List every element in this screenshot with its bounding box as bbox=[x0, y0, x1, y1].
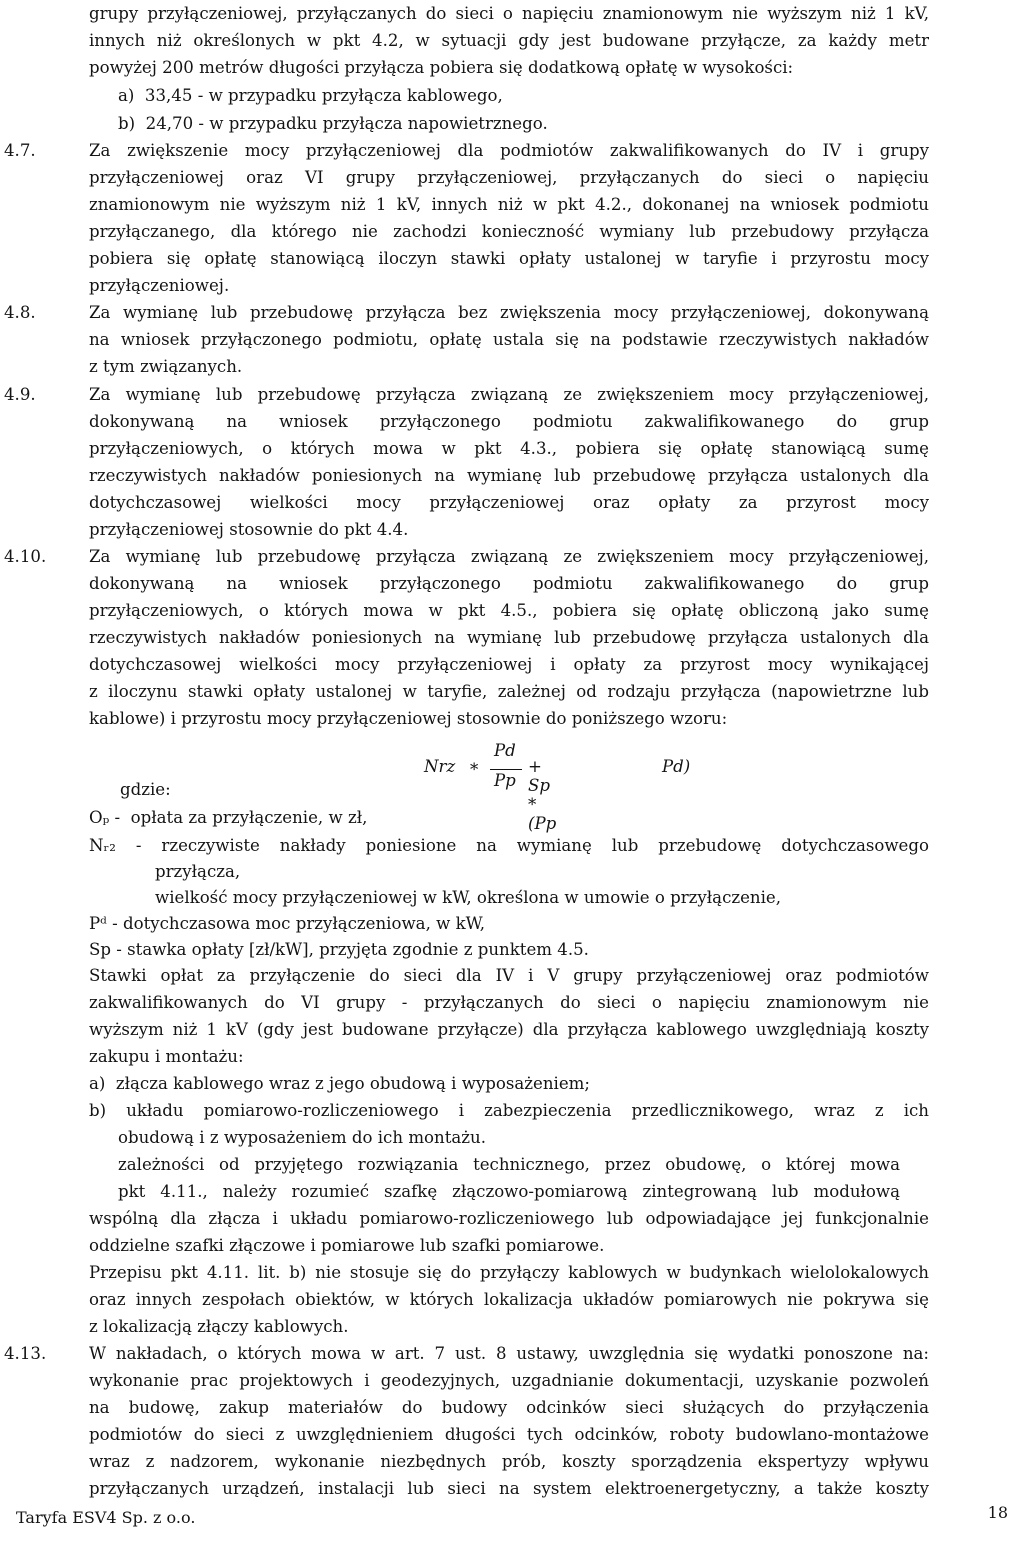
text-line: pobiera się opłatę stanowiącą iloczyn stawki opłaty ustalonej w taryfie i przyrostu mocy bbox=[89, 249, 929, 268]
text-line: Przepisu pkt 4.11. lit. b) nie stosuje się do przyłączy kablowych w budynkach wielolokalowych bbox=[89, 1263, 929, 1282]
text-line: rzeczywistych nakładów poniesionych na wymianę lub przebudowę przyłącza ustalonych dla bbox=[89, 628, 929, 647]
text-line: przyłączeniowej stosownie do pkt 4.4. bbox=[89, 520, 409, 539]
text-line: b) 24,70 - w przypadku przyłącza napowietrznego. bbox=[118, 114, 548, 133]
text-line: Za wymianę lub przebudowę przyłącza związaną ze zwiększeniem mocy przyłączeniowej, bbox=[89, 385, 929, 404]
text-line: powyżej 200 metrów długości przyłącza pobiera się dodatkową opłatę w wysokości: bbox=[89, 58, 794, 77]
text-line: wraz z nadzorem, wykonanie niezbędnych prób, koszty sporządzenia ekspertyzy wpływu bbox=[89, 1452, 929, 1471]
text-line: Nᵣ₂ - rzeczywiste nakłady poniesione na wymianę lub przebudowę dotychczasowego bbox=[89, 836, 929, 855]
text-line: dotychczasowej wielkości mocy przyłączeniowej i opłaty za przyrost mocy wynikającej bbox=[89, 655, 929, 674]
text-line: z lokalizacją złączy kablowych. bbox=[89, 1317, 349, 1336]
text-line: Pᵈ - dotychczasowa moc przyłączeniowa, w kW, bbox=[89, 914, 486, 933]
text-line: wykonanie prac projektowych i geodezyjnych, uzgadnianie dokumentacji, uzyskanie pozwoleń bbox=[89, 1371, 929, 1390]
section-number: 4.9. bbox=[4, 385, 36, 404]
text-line: Stawki opłat za przyłączenie do sieci dla IV i V grupy przyłączeniowej oraz podmiotów bbox=[89, 966, 929, 985]
text-line: Za zwiększenie mocy przyłączeniowej dla podmiotów zakwalifikowanych do IV i grupy bbox=[89, 141, 929, 160]
text-line: dokonywaną na wniosek przyłączonego podmiotu zakwalifikowanego do grup bbox=[89, 412, 929, 431]
text-line: zależności od przyjętego rozwiązania technicznego, przez obudowę, o której mowa bbox=[118, 1155, 900, 1174]
formula-fraction-bar bbox=[490, 769, 522, 770]
text-line: rzeczywistych nakładów poniesionych na wymianę lub przebudowę przyłącza ustalonych dla bbox=[89, 466, 929, 485]
formula-pd-close: Pd) bbox=[662, 757, 691, 776]
text-line: wspólną dla złącza i układu pomiarowo-rozliczeniowego lub odpowiadające jej funkcjonalnie bbox=[89, 1209, 929, 1228]
text-line: grupy przyłączeniowej, przyłączanych do sieci o napięciu znamionowym nie wyższym niż 1 kV, bbox=[89, 4, 929, 23]
section-number: 4.10. bbox=[4, 547, 47, 566]
formula-pp-denominator: Pp bbox=[494, 771, 516, 790]
text-line: przyłączanego, dla którego nie zachodzi konieczność wymiany lub przebudowy przyłącza bbox=[89, 222, 929, 241]
text-line: b) układu pomiarowo-rozliczeniowego i zabezpieczenia przedlicznikowego, wraz z ich bbox=[89, 1101, 929, 1120]
text-line: z tym związanych. bbox=[89, 357, 243, 376]
text-line: a) złącza kablowego wraz z jego obudową i wyposażeniem; bbox=[89, 1074, 590, 1093]
text-line: zakwalifikowanych do VI grupy - przyłączanych do sieci o napięciu znamionowym nie bbox=[89, 993, 929, 1012]
text-line: gdzie: bbox=[120, 780, 171, 799]
text-line: przyłączeniowej. bbox=[89, 276, 230, 295]
section-number: 4.7. bbox=[4, 141, 36, 160]
formula-pd-numerator: Pd bbox=[494, 741, 516, 760]
text-line: W nakładach, o których mowa w art. 7 ust. 8 ustawy, uwzględnia się wydatki ponoszone na: bbox=[89, 1344, 929, 1363]
text-line: z iloczynu stawki opłaty ustalonej w taryfie, zależnej od rodzaju przyłącza (napowietrzne lub bbox=[89, 682, 929, 701]
section-number: 4.8. bbox=[4, 303, 36, 322]
text-line: przyłączeniowych, o których mowa w pkt 4.3., pobiera się opłatę stanowiącą sumę bbox=[89, 439, 929, 458]
text-line: wyższym niż 1 kV (gdy jest budowane przyłącze) dla przyłącza kablowego uwzględniają koszty bbox=[89, 1020, 929, 1039]
text-line: oraz innych zespołach obiektów, w których lokalizacja układów pomiarowych nie pokrywa się bbox=[89, 1290, 929, 1309]
section-number: 4.13. bbox=[4, 1344, 47, 1363]
formula-nrz: Nrz bbox=[424, 757, 456, 776]
text-line: innych niż określonych w pkt 4.2, w sytuacji gdy jest budowane przyłącze, za każdy metr bbox=[89, 31, 929, 50]
text-line: Za wymianę lub przebudowę przyłącza związaną ze zwiększeniem mocy przyłączeniowej, bbox=[89, 547, 929, 566]
formula-star: * bbox=[470, 760, 479, 779]
text-line: na wniosek przyłączonego podmiotu, opłatę ustala się na podstawie rzeczywistych nakładów bbox=[89, 330, 929, 349]
text-line: przyłączanych urządzeń, instalacji lub sieci na system elektroenergetyczny, a także koszty bbox=[89, 1479, 929, 1498]
text-line: kablowe) i przyrostu mocy przyłączeniowej stosownie do poniższego wzoru: bbox=[89, 709, 728, 728]
text-line: zakupu i montażu: bbox=[89, 1047, 244, 1066]
text-line: dotychczasowej wielkości mocy przyłączeniowej oraz opłaty za przyrost mocy bbox=[89, 493, 929, 512]
text-line: Za wymianę lub przebudowę przyłącza bez zwiększenia mocy przyłączeniowej, dokonywaną bbox=[89, 303, 929, 322]
footer-page-number: 18 bbox=[987, 1503, 1008, 1522]
text-line: obudową i z wyposażeniem do ich montażu. bbox=[118, 1128, 486, 1147]
text-line: Sp - stawka opłaty [zł/kW], przyjęta zgodnie z punktem 4.5. bbox=[89, 940, 589, 959]
text-line: przyłącza, bbox=[155, 862, 241, 881]
text-line: Oₚ - opłata za przyłączenie, w zł, bbox=[89, 808, 368, 827]
text-line: a) 33,45 - w przypadku przyłącza kablowego, bbox=[118, 86, 503, 105]
text-line: wielkość mocy przyłączeniowej w kW, określona w umowie o przyłączenie, bbox=[155, 888, 782, 907]
text-line: przyłączeniowych, o których mowa w pkt 4.5., pobiera się opłatę obliczoną jako sumę bbox=[89, 601, 929, 620]
text-line: przyłączeniowej oraz VI grupy przyłączeniowej, przyłączanych do sieci o napięciu bbox=[89, 168, 929, 187]
text-line: pkt 4.11., należy rozumieć szafkę złączowo-pomiarową zintegrowaną lub modułową bbox=[118, 1182, 900, 1201]
text-line: znamionowym nie wyższym niż 1 kV, innych niż w pkt 4.2., dokonanej na wniosek podmiotu bbox=[89, 195, 929, 214]
text-line: oddzielne szafki złączowe i pomiarowe lub szafki pomiarowe. bbox=[89, 1236, 605, 1255]
formula-plus-sp: + Sp * (Pp bbox=[528, 757, 557, 833]
text-line: na budowę, zakup materiałów do budowy odcinków sieci służących do przyłączenia bbox=[89, 1398, 929, 1417]
footer-company: Taryfa ESV4 Sp. z o.o. bbox=[16, 1508, 196, 1527]
text-line: podmiotów do sieci z uwzględnieniem długości tych odcinków, roboty budowlano-montażowe bbox=[89, 1425, 929, 1444]
text-line: dokonywaną na wniosek przyłączonego podmiotu zakwalifikowanego do grup bbox=[89, 574, 929, 593]
